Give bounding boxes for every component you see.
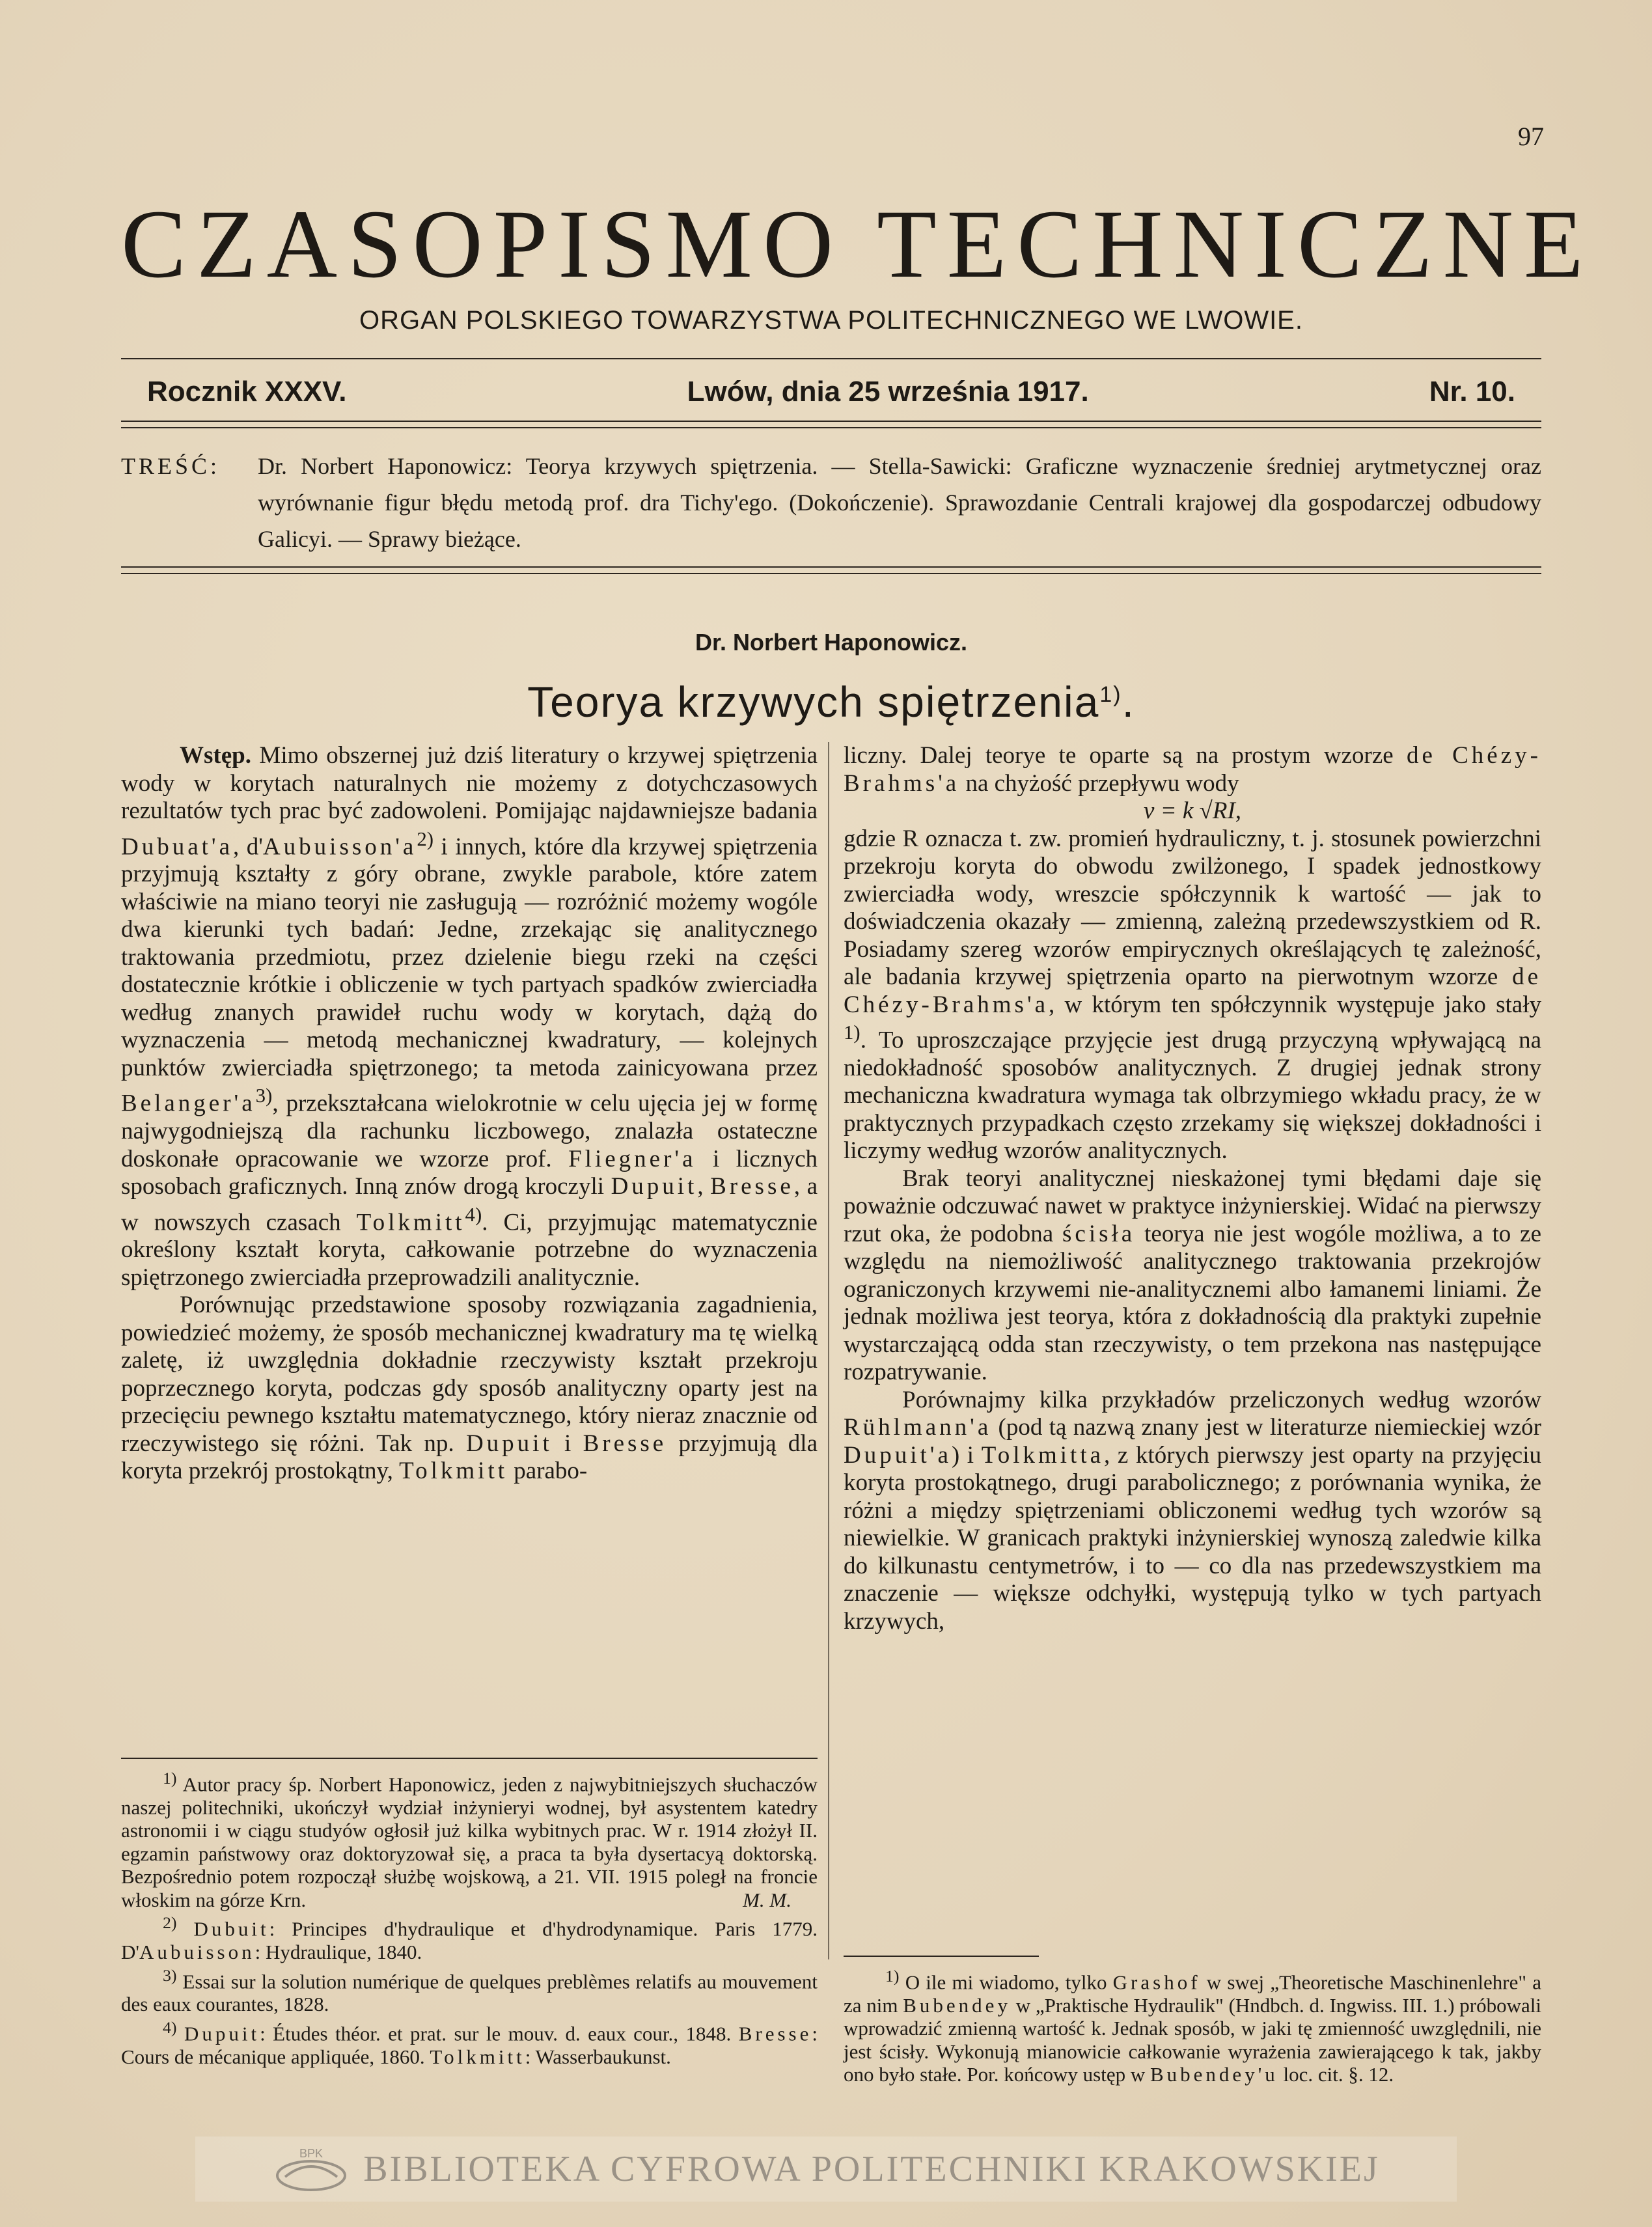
footnote-rule-right [844,1956,1039,1957]
article-author: Dr. Norbert Haponowicz. [695,629,968,656]
spaced-name: Dupuit [184,2022,260,2045]
contents-label: TREŚĆ: [121,453,221,479]
footnote: $^{1)}$ O ile mi wiadomo, tylko Grashof w swej „Theoretische Maschinenlehre" a za nim Bubendey w „Praktische Hydraulik" (Hndbch. d. Ingwiss. III. 1.) próbowali wprowadzić zmienną wartość k. Jednak sposób, w jaki tę zmienność uwzględnili, nie jest ścisły. Wykonują mianowicie całkowanie wyrażenia zawierającego k tak, jakby ono było stałe. Por. końcowy ustęp w Bubendey'u loc. cit. §. 12. [844,1967,1541,2086]
spaced-name: Dubuit [193,1917,269,1941]
footnote-signature: M. M. [743,1888,792,1911]
footnote-mark: 3) [255,1085,273,1107]
library-logo-text: BPK [299,2147,324,2160]
lead-in: Wstęp. [180,742,251,769]
footnote-mark: 1) [844,1021,860,1044]
spaced-name: Aubuisson [139,1941,255,1964]
masthead-subtitle: ORGAN POLSKIEGO TOWARZYSTWA POLITECHNICZNEGO WE LWOWIE. [359,306,1303,335]
spaced-name: Dupuit [611,1173,698,1200]
masthead-title: CZASOPISMO TECHNICZNE [121,190,1594,298]
masthead-rule [121,358,1541,359]
footnote: $^{2)}$ Dubuit: Principes d'hydraulique et d'hydrodynamique. Paris 1779. D'Aubuisson: Hydraulique, 1840. [121,1913,818,1964]
page-number: 97 [1518,122,1544,151]
spaced-name: Bresse [583,1430,667,1457]
spaced-name: Bubendey [903,1993,1011,2017]
article-title-text: Teorya krzywych spiętrzenia [527,678,1100,726]
footnote-number: 2) [163,1913,177,1933]
column-divider [828,742,829,1959]
volume-label: Rocznik XXXV. [147,376,347,408]
spaced-name: Tolkmitt [356,1208,465,1236]
footnotes-right [844,1965,1541,2086]
footnote: $^{1)}$ Autor pracy śp. Norbert Haponowicz, jeden z najwybitniejszych słuchaczów naszej politechniki, ukończył wydział inżynieryi wodnej, był asystentem katedry astronomii i w ciągu studyów ogłosił już kilka wybitnych prac. W r. 1914 złożył II. egzamin państwowy oraz doktoryzował się, a praca ta była dysertacyą doktorską. Bezpośrednio potem rozpoczął służbę wojskową, a 21. VII. 1915 poległ na froncie włoskim na górze Krn. M. M. [121,1769,818,1911]
paragraph: Brak teoryi analitycznej nieskażonej tymi błędami daje się poważnie odczuwać nawet w praktyce inżynierskiej. Widać na pierwszy rzut oka, że podobna ścisła teorya nie jest wogóle możliwa, a to ze względu na niemożliwość analitycznego traktowania przekrojów ograniczonych krzywemi nie-analitycznemi albo łamanemi liniami. Że jednak możliwa jest teorya, która z dokładnością dla praktyki zupełnie wystarczającą odda stan rzeczywisty, o tem przekona nas następujące rozpatrywanie. [844,1165,1542,1386]
spaced-word: ścisła [1062,1220,1136,1247]
title-footnote-mark: 1) [1099,682,1122,707]
article-title: Teorya krzywych spiętrzenia$^{1)}$. [527,678,1135,726]
footnote: $^{3)}$ Essai sur la solution numérique de quelques preblèmes relatifs au mouvement des eaux courantes, 1828. [121,1965,818,2016]
right-column [844,742,1541,1635]
spaced-name: Dubuat'a [121,833,234,860]
footnote-mark: 2) [417,827,434,850]
spaced-name: de Chézy-Brahms'a [844,742,1541,797]
spaced-name: Belanger'a [121,1090,256,1117]
footnotes-left [121,1767,818,2068]
paragraph: Porównując przedstawione sposoby rozwiązania zagadnienia, powiedzieć możemy, że sposób mechanicznej kwadratury ma tę wielką zaletę, iż uwzględnia dokładnie rzeczywisty kształt przekroju poprzecznego koryta, podczas gdy sposób analityczny oparty jest na przecięciu pewnego kształtu matematycznego, który nieraz znacznie od rzeczywistego się różni. Tak np. Dupuit i Bresse przyjmują dla koryta przekrój prostokątny, Tolkmitt parabo- [121,1292,818,1485]
issue-line [147,372,1515,411]
paragraph: gdzie R oznacza t. zw. promień hydrauliczny, t. j. stosunek powierzchni przekroju koryta do obwodu zwilżonego, I spadek jednostkowy zwierciadła wody, wreszcie spółczynnik k wartość — jak to doświadczenia okazały — zmienną, zależną przedewszystkiem od R. Posiadamy szereg wzorów empirycznych określających tę zależność, ale badania krzywej spiętrzenia oparto na pierwotnym wzorze de Chézy-Brahms'a, w którym ten spółczynnik występuje jako stały $^{1)}$. To uproszczające przyjęcie jest drugą przyczyną wpływającą na niedokładność sposobów analitycznych. Z drugiej jednak strony mechaniczna kwadratura wymaga tak olbrzymiego wkładu pracy, że w praktycznych przypadkach często zrzekamy się większej dokładności i liczymy według wzorów analitycznych. [844,825,1541,1165]
spaced-name: Rühlmann'a [844,1414,992,1441]
table-of-contents [121,448,1541,557]
spaced-name: Bresse [738,2022,812,2045]
chezy-formula: v = k √RI, [1143,797,1242,824]
footnote-number: 3) [163,1965,177,1985]
contents-text: Dr. Norbert Haponowicz: Teorya krzywych spiętrzenia. — Stella-Sawicki: Graficzne wyznaczenie średniej arytmetycznej oraz wyrównanie figur błędu metodą prof. dra Tichy'ego. (Dokończenie). Sprawozdanie Centrali krajowej dla gospodarczej odbudowy Galicyi. — Sprawy bieżące. [258,453,1541,552]
place-date: Lwów, dnia 25 września 1917. [687,376,1089,408]
spaced-name: Aubuisson'a [262,833,417,860]
paragraph: liczny. Dalej teorye te oparte są na prostym wzorze de Chézy-Brahms'a na chyżość przepływu wody [844,742,1541,797]
watermark-text: BIBLIOTEKA CYFROWA POLITECHNIKI KRAKOWSKIEJ [363,2149,1380,2189]
spaced-name: Grashof [1112,1971,1201,1994]
issue-number: Nr. 10. [1429,376,1515,408]
spaced-name: Bubendey'u [1150,2063,1278,2086]
paragraph: Porównajmy kilka przykładów przeliczonych według wzorów Rühlmann'a (pod tą nazwą znany jest w literaturze niemieckiej wzór Dupuit'a) i Tolkmitta, z których pierwszy jest oparty na przyjęciu koryta prostokątnego, drugi parabolicznego; z porównania wynika, że różni a między spiętrzeniami obliczonemi według tych wzorów są niewielkie. W granicach praktyki inżynierskiej wynoszą zaledwie kilka do kilkunastu centymetrów, i to — co dla nas przedewszystkiem ma znaczenie — większe odchyłki, występują tylko w tych partyach krzywych, [844,1386,1541,1635]
spaced-name: Tolkmitt [430,2045,525,2068]
spaced-name: Dupuit [465,1430,553,1457]
footnote-number: 1) [885,1967,900,1985]
footnote-rule-left [121,1758,818,1759]
footnote-number: 1) [163,1769,177,1788]
left-column [121,742,818,1486]
footnote-mark: 4) [465,1203,482,1226]
spaced-name: de Chézy-Brahms'a [844,963,1541,1018]
issue-double-rule [121,421,1541,428]
spaced-name: Fliegner'a [568,1145,696,1172]
spaced-name: Dupuit'a [844,1441,952,1469]
paragraph: Wstęp. Mimo obszernej już dziś literatury o krzywej spiętrzenia wody w korytach naturalnych nie możemy z dotychczasowych rezultatów tych prac być zadowoleni. Pomijając najdawniejsze badania Dubuat'a, $d'Aubuisson'a^{2)}$ i innych, które dla krzywej spiętrzenia przyjmują kształty z góry obrane, zwykle parabole, które zatem właściwie na miano teoryi nie zasługują — rozróżnić możemy wogóle dwa kierunki tych badań: Jedne, zrzekając się analitycznego traktowania przedmiotu, przez dzielenie biegu rzeki na części dostatecznie krótkie i obliczenie w tych partyach spadków zwierciadła według znanych prawideł ruchu wody w korytach, dążą do wyznaczenia — metodą mechanicznej kwadratury, — kolejnych punktów zwierciadła spiętrzonego; ta metoda zainicyowana przez $Belanger'a^{3)}$, przekształcana wielokrotnie w celu ujęcia jej w formę najwygodniejszą dla rachunku liczbowego, znalazła ostateczne doskonałe opracowanie we wzorze prof. Fliegner'a i licznych sposobach graficznych. Inną znów drogą kroczyli Dupuit, Bresse, a w nowszych czasach Tolkmitt$^{4)}$. Ci, przyjmując matematycznie określony kształt koryta, całkowanie potrzebne do wyznaczenia spiętrzonego zwierciadła przeprowadzili analitycznie. [121,742,818,1291]
spaced-name: Tolkmitt [399,1458,508,1485]
spaced-name: Bresse [710,1173,794,1200]
footnote: $^{4)}$ Dupuit: Études théor. et prat. sur le mouv. d. eaux cour., 1848. Bresse: Cours de mécanique appliquée, 1860. Tolkmitt: Wasserbaukunst. [121,2017,818,2068]
footnote-number: 4) [163,2017,177,2037]
contents-double-rule [121,566,1541,574]
library-logo-icon [272,2143,350,2195]
library-watermark [195,2137,1457,2202]
spaced-name: Tolkmitta [981,1441,1105,1469]
